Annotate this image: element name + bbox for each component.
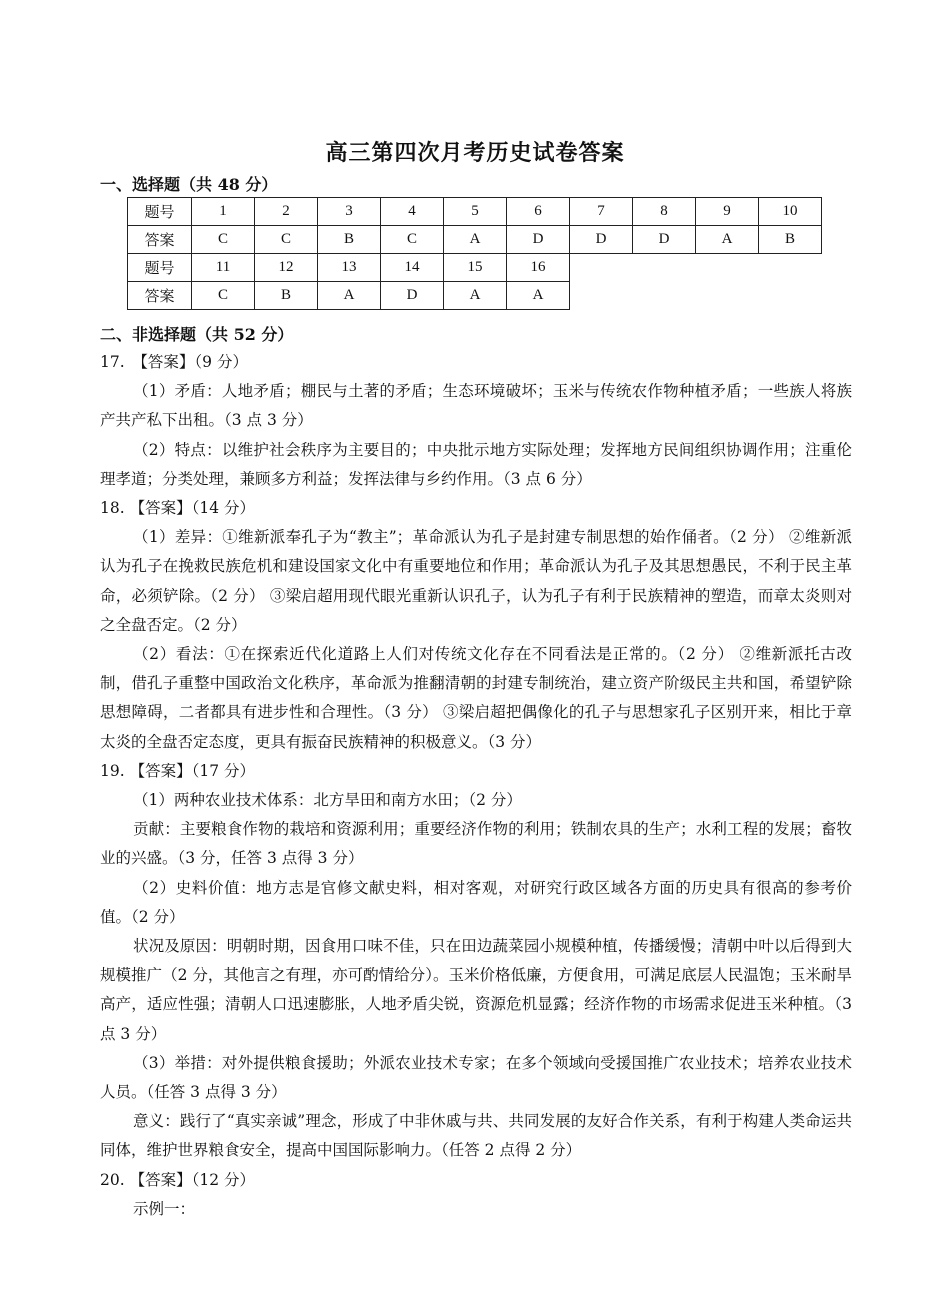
table-cell: D [381,282,444,310]
table-cell: 7 [570,198,633,226]
table-cell: B [255,282,318,310]
table-cell: C [255,226,318,254]
table-cell: 8 [633,198,696,226]
question-heading: 19. 【答案】（17 分） [100,761,255,780]
table-row-answer-2 [128,282,822,310]
table-cell: B [759,226,822,254]
table-cell: 10 [759,198,822,226]
empty-cell [633,282,696,310]
table-cell: D [507,226,570,254]
empty-cell [570,254,633,282]
page-title: 高三第四次月考历史试卷答案 [325,140,625,166]
table-cell: 6 [507,198,570,226]
table-cell: 9 [696,198,759,226]
table-row-question-1 [128,198,822,226]
table-cell: D [570,226,633,254]
table-row-question-2 [128,254,822,282]
table-cell: 4 [381,198,444,226]
table-cell: 1 [192,198,255,226]
answer-paragraph: 状况及原因：明朝时期，因食用口味不佳，只在田边蔬菜园小规模种植，传播缓慢；清朝中叶以后得到大规模推广（2 分，其他言之有理，亦可酌情给分）。玉米价格低廉，方便食用，可满足底层人民温饱；玉米耐旱高产，适应性强；清朝人口迅速膨胀，人地矛盾尖锐，资源危机显露；经济作物的市场需求促进玉米种植。（3 点 3 分） [100,937,852,1043]
table-cell: 13 [318,254,381,282]
answer-paragraph: （1）差异：①维新派奉孔子为“教主”；革命派认为孔子是封建专制思想的始作俑者。（2 分） ②维新派认为孔子在挽救民族危机和建设国家文化中有重要地位和作用；革命派认为孔子及其思想愚民，不利于民主革命，必须铲除。（2 分） ③梁启超用现代眼光重新认识孔子，认为孔子有利于民族精神的塑造，而章太炎则对之全盘否定。（2 分） [100,528,852,634]
answer-paragraph: （2）看法：①在探索近代化道路上人们对传统文化存在不同看法是正常的。（2 分） ②维新派托古改制，借孔子重整中国政治文化秩序，革命派为推翻清朝的封建专制统治，建立资产阶级民主共和国，希望铲除思想障碍，二者都具有进步性和合理性。（3 分） ③梁启超把偶像化的孔子与思想家孔子区别开来，相比于章太炎的全盘否定态度，更具有振奋民族精神的积极意义。（3 分） [100,645,852,751]
answer-paragraph: 示例一： [133,1199,196,1218]
row-label: 答案 [128,226,192,254]
table-cell: B [318,226,381,254]
table-cell: 15 [444,254,507,282]
section-heading-nonchoice: 二、非选择题（共 52 分） [100,325,294,344]
answer-paragraph: （2）史料价值：地方志是官修文献史料，相对客观，对研究行政区域各方面的历史具有很高的参考价值。（2 分） [100,878,852,926]
table-cell: 2 [255,198,318,226]
answer-paragraph: （3）举措：对外提供粮食援助；外派农业技术专家；在多个领域向受援国推广农业技术；培养农业技术人员。（任答 3 点得 3 分） [100,1053,852,1102]
table-cell: D [633,226,696,254]
empty-cell [570,282,633,310]
table-cell: C [381,226,444,254]
table-cell: 12 [255,254,318,282]
answer-body [100,348,852,1224]
table-cell: 14 [381,254,444,282]
table-cell: C [192,226,255,254]
answer-paragraph: 意义：践行了“真实亲诚”理念，形成了中非休戚与共、共同发展的友好合作关系，有利于构建人类命运共同体，维护世界粮食安全，提高中国国际影响力。（任答 2 点得 2 分） [100,1112,852,1160]
answer-paragraph: （1）矛盾：人地矛盾；棚民与土著的矛盾；生态环境破坏；玉米与传统农作物种植矛盾；一些族人将族产共产私下出租。（3 点 3 分） [100,382,852,430]
question-heading: 20. 【答案】（12 分） [100,1170,255,1189]
answer-paragraph: （1）两种农业技术体系：北方旱田和南方水田；（2 分） [133,791,522,810]
row-label: 题号 [128,198,192,226]
table-cell: 5 [444,198,507,226]
table-row-answer-1 [128,226,822,254]
table-cell: 16 [507,254,570,282]
table-cell: A [318,282,381,310]
empty-cell [696,254,759,282]
table-cell: A [696,226,759,254]
question-heading: 18. 【答案】（14 分） [100,499,255,518]
table-cell: C [192,282,255,310]
table-cell: A [444,282,507,310]
row-label: 题号 [128,254,192,282]
table-cell: A [507,282,570,310]
empty-cell [759,282,822,310]
empty-cell [633,254,696,282]
row-label: 答案 [128,282,192,310]
section-heading-choice: 一、选择题（共 48 分） [100,175,278,194]
table-cell: 11 [192,254,255,282]
table-cell: 3 [318,198,381,226]
question-heading: 17. 【答案】（9 分） [100,353,248,371]
empty-cell [759,254,822,282]
choice-answer-table [127,197,822,310]
empty-cell [696,282,759,310]
table-cell: A [444,226,507,254]
answer-paragraph: 贡献：主要粮食作物的栽培和资源利用；重要经济作物的利用；铁制农具的生产；水利工程的发展；畜牧业的兴盛。（3 分，任答 3 点得 3 分） [100,820,852,868]
answer-paragraph: （2）特点：以维护社会秩序为主要目的；中央批示地方实际处理；发挥地方民间组织协调作用；注重伦理孝道；分类处理，兼顾多方利益；发挥法律与乡约作用。（3 点 6 分） [100,440,852,488]
